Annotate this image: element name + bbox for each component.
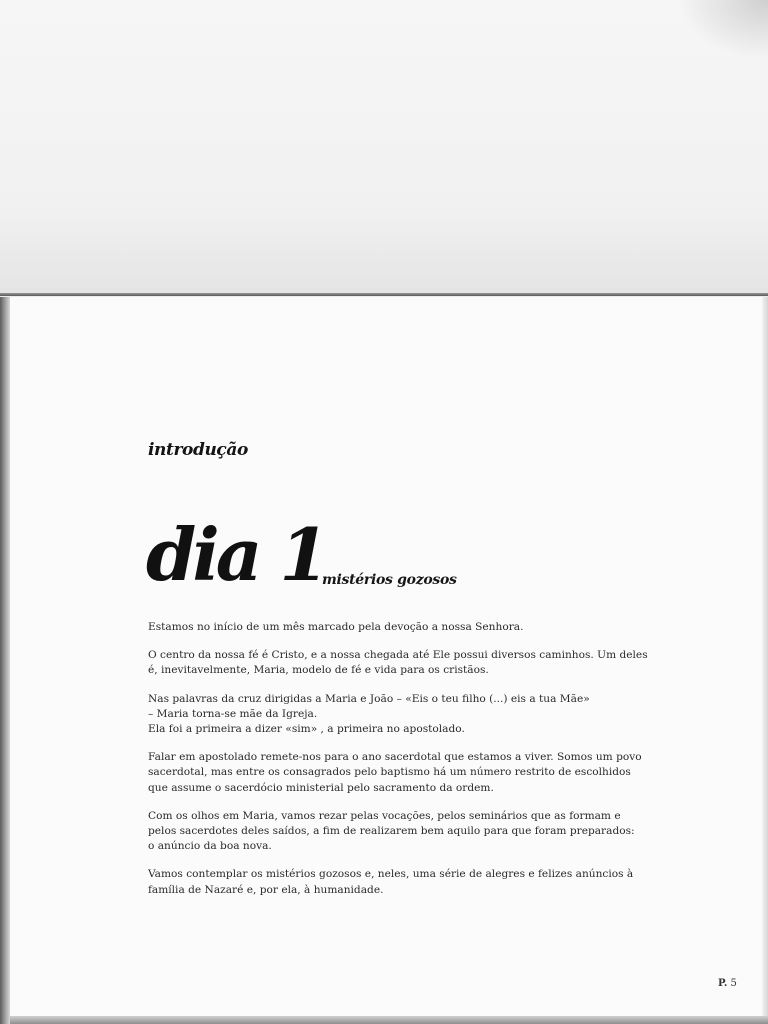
text-line: família de Nazaré e, por ela, à humanidade. <box>148 883 384 896</box>
scan-top-area <box>0 0 768 296</box>
paragraph <box>148 692 628 738</box>
text-line: sacerdotal, mas entre os consagrados pelo baptismo há um número restrito de escolhidos <box>148 766 631 779</box>
text-line: pelos sacerdotes deles saídos, a fim de realizarem bem aquilo para que foram preparados: <box>148 825 635 838</box>
page-right-edge <box>762 297 768 1024</box>
body-text <box>148 620 648 911</box>
page-left-edge <box>0 297 10 1024</box>
page-number-label: P. <box>718 978 728 989</box>
paragraph <box>148 809 635 855</box>
text-line: Ela foi a primeira a dizer «sim» , a primeira no apostolado. <box>148 723 465 736</box>
paragraph <box>148 867 634 897</box>
text-line: é, inevitavelmente, Maria, modelo de fé e vida para os cristãos. <box>148 664 489 677</box>
paragraph <box>148 750 642 796</box>
paragraph <box>148 620 628 635</box>
text-line: Nas palavras da cruz dirigidas a Maria e João – «Eis o teu filho (...) eis a tua Mãe» <box>148 692 590 705</box>
text-line: Com os olhos em Maria, vamos rezar pelas vocações, pelos seminários que as formam e <box>148 809 621 822</box>
page-top-edge <box>0 293 768 296</box>
section-label: introdução <box>148 440 248 460</box>
text-line: Falar em apostolado remete-nos para o ano sacerdotal que estamos a viver. Somos um povo <box>148 751 642 764</box>
page-bottom-edge <box>10 1016 768 1024</box>
text-line: Vamos contemplar os mistérios gozosos e, neles, uma série de alegres e felizes anúncios à <box>148 868 634 881</box>
text-line: que assume o sacerdócio ministerial pelo sacramento da ordem. <box>148 781 494 794</box>
paragraph <box>148 648 648 678</box>
text-line: Estamos no início de um mês marcado pela devoção a nossa Senhora. <box>148 621 524 633</box>
text-line: O centro da nossa fé é Cristo, e a nossa chegada até Ele possui diversos caminhos. Um deles <box>148 649 648 662</box>
scan-shadow <box>678 0 768 60</box>
text-line: – Maria torna-se mãe da Igreja. <box>148 707 318 720</box>
text-line: o anúncio da boa nova. <box>148 840 272 853</box>
day-title: dia 1 <box>146 512 326 597</box>
page-number-value: 5 <box>730 978 737 989</box>
day-subtitle: mistérios gozosos <box>322 572 457 588</box>
page-number <box>718 978 737 989</box>
